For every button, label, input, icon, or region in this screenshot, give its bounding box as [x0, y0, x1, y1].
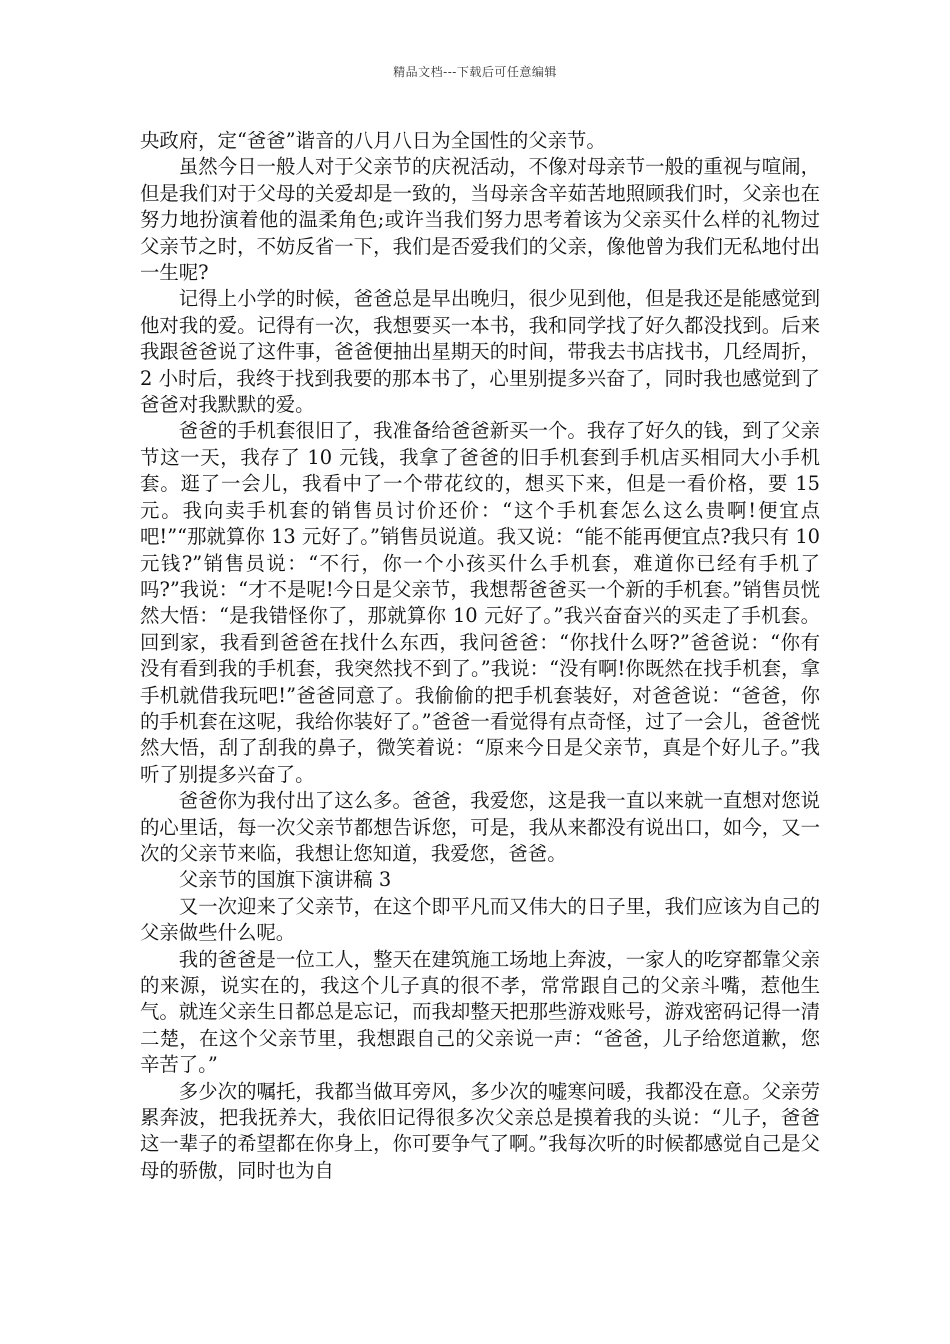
paragraph: 我的爸爸是一位工人，整天在建筑施工场地上奔波，一家人的吃穿都靠父亲的来源，说实在的，我这个儿子真的很不孝，常常跟自己的父亲斗嘴，惹他生气。就连父亲生日都总是忘记，而我却整天把那些游戏账号，游戏密码记得一清二楚，在这个父亲节里，我想跟自己的父亲说一声：“爸爸，儿子给您道歉，您辛苦了。”: [140, 947, 820, 1077]
paragraph: 多少次的嘱托，我都当做耳旁风，多少次的嘘寒问暖，我都没在意。父亲劳累奔波，把我抚养大，我依旧记得很多次父亲总是摸着我的头说：“儿子，爸爸这一辈子的希望都在你身上，你可要争气了啊。”我每次听的时候都感觉自己是父母的骄傲，同时也为自: [140, 1079, 820, 1182]
document-body: [140, 128, 820, 1184]
paragraph: 爸爸你为我付出了这么多。爸爸，我爱您，这是我一直以来就一直想对您说的心里话，每一次父亲节都想告诉您，可是，我从来都没有说出口，如今，又一次的父亲节来临，我想让您知道，我爱您，爸爸。: [140, 789, 820, 865]
page-header: 精品文档---下载后可任意编辑: [393, 65, 557, 79]
section-heading: 父亲节的国旗下演讲稿 3: [178, 868, 392, 892]
paragraph: 央政府，定“爸爸”谐音的八月八日为全国性的父亲节。: [140, 129, 606, 152]
paragraph: 虽然今日一般人对于父亲节的庆祝活动，不像对母亲节一般的重视与喧闹，但是我们对于父母的关爱却是一致的，当母亲含辛茹苦地照顾我们时，父亲也在努力地扮演着他的温柔角色;或许当我们努力思考着该为父亲买什么样的礼物过父亲节之时，不妨反省一下，我们是否爱我们的父亲，像他曾为我们无私地付出一生呢?: [140, 155, 820, 285]
paragraph: 又一次迎来了父亲节，在这个即平凡而又伟大的日子里，我们应该为自己的父亲做些什么呢。: [140, 894, 820, 945]
paragraph: 记得上小学的时候，爸爸总是早出晚归，很少见到他，但是我还是能感觉到他对我的爱。记得有一次，我想要买一本书，我和同学找了好久都没找到。后来我跟爸爸说了这件事，爸爸便抽出星期天的时间，带我去书店找书，几经周折，2 小时后，我终于找到我要的那本书了，心里别提多兴奋了，同时我也感觉到了爸爸对我默默的爱。: [140, 287, 820, 417]
paragraph: 爸爸的手机套很旧了，我准备给爸爸新买一个。我存了好久的钱，到了父亲节这一天，我存了 10 元钱，我拿了爸爸的旧手机套到手机店买相同大小手机套。逛了一会儿，我看中了一个带花纹的，想买下来，但是一看价格，要 15 元。我向卖手机套的销售员讨价还价：“这个手机套怎么这么贵啊!便宜点吧!”“那就算你 13 元好了。”销售员说道。我又说：“能不能再便宜点?我只有 10 元钱?”销售员说：“不行，你一个小孩买什么手机套，难道你已经有手机了吗?”我说：“才不是呢!今日是父亲节，我想帮爸爸买一个新的手机套。”销售员恍然大悟：“是我错怪你了，那就算你 10 元好了。”我兴奋奋兴的买走了手机套。回到家，我看到爸爸在找什么东西，我问爸爸：“你找什么呀?”爸爸说：“你有没有看到我的手机套，我突然找不到了。”我说：“没有啊!你既然在找手机套，拿手机就借我玩吧!”爸爸同意了。我偷偷的把手机套装好，对爸爸说：“爸爸，你的手机套在这呢，我给你装好了。”爸爸一看觉得有点奇怪，过了一会儿，爸爸恍然大悟，刮了刮我的鼻子，微笑着说：“原来今日是父亲节，真是个好儿子。”我听了别提多兴奋了。: [140, 419, 820, 786]
